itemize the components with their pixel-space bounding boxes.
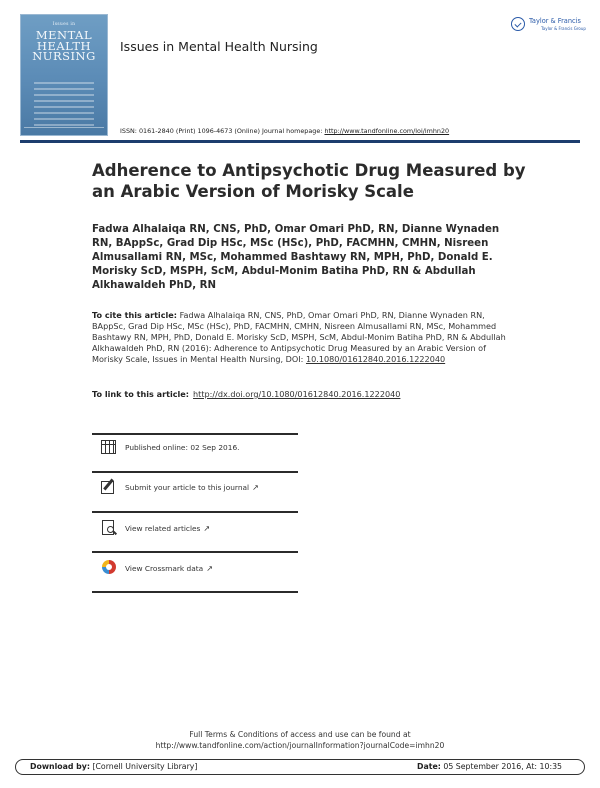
article-authors: Fadwa Alhalaiqa RN, CNS, PhD, Omar Omari PhD, RN, Dianne Wynaden RN, BAppSc, Grad Dip HSc, MSc (HSc), PhD, FACMHN, CMHN, Nisreen Almusallami RN, MSc, Mohammed Bashtawy RN, MPH, PhD, Donald E. Morisky ScD, MSPH, ScM, Abdul-Monim Batiha PhD, RN & Abdullah Alkhawaldeh PhD, RN xyxy=(92,224,500,291)
terms-footer xyxy=(0,729,600,751)
crossmark-icon xyxy=(100,559,118,577)
cover-decoration xyxy=(34,82,94,130)
issn-text: ISSN: 0161-2840 (Print) 1096-4673 (Online) Journal homepage: xyxy=(120,127,323,135)
cover-title-line: MENTAL xyxy=(35,28,93,42)
download-date-value: 05 September 2016, At: 10:35 xyxy=(443,762,562,771)
publisher-logo-icon xyxy=(511,17,525,31)
journal-homepage-link[interactable]: http://www.tandfonline.com/loi/imhn20 xyxy=(324,127,450,135)
terms-url[interactable]: http://www.tandfonline.com/action/journalInformation?journalCode=imhn20 xyxy=(155,741,445,750)
divider xyxy=(92,433,298,435)
article-doi-url[interactable]: http://dx.doi.org/10.1080/01612840.2016.1222040 xyxy=(193,389,401,399)
article-link-label: To link to this article: xyxy=(92,389,190,399)
header-divider xyxy=(20,140,580,143)
cover-title-line: NURSING xyxy=(32,49,96,63)
publisher-group: Taylor & Francis Group xyxy=(541,26,586,31)
citation-label: To cite this article: xyxy=(92,310,178,320)
divider xyxy=(92,591,298,593)
article-link-line xyxy=(92,389,400,399)
cover-footer xyxy=(24,127,104,133)
divider xyxy=(92,551,298,553)
publisher-logo[interactable] xyxy=(511,15,585,35)
download-date xyxy=(417,762,562,771)
terms-text: Full Terms & Conditions of access and use can be found at xyxy=(189,730,411,739)
cover-title-line: HEALTH xyxy=(36,38,92,53)
downloaded-by-value: [Cornell University Library] xyxy=(92,762,198,771)
related-articles-text: View related articles xyxy=(125,523,201,533)
downloaded-by xyxy=(30,762,197,771)
related-articles-link[interactable] xyxy=(100,519,210,537)
citation-block xyxy=(92,310,510,365)
journal-name: Issues in Mental Health Nursing xyxy=(120,39,318,54)
submit-article-link[interactable] xyxy=(100,478,259,496)
citation-text: Fadwa Alhalaiqa RN, CNS, PhD, Omar Omari PhD, RN, Dianne Wynaden RN, BAppSc, Grad Dip HSc, MSc (HSc), PhD, FACMHN, CMHN, Nisreen Almusallami RN, MSc, Mohammed Bashtawy RN, MPH, PhD, Donald E. Morisky ScD, MSPH, ScM, Abdul-Monim Batiha PhD, RN & Abdullah Alkhawaldeh PhD, RN (2016): Adherence to Antipsychotic Drug Measured by an Arabic Version of Morisky Scale, Issues in Mental Health Nursing, DOI: xyxy=(92,310,506,364)
published-online-text: Published online: 02 Sep 2016. xyxy=(125,442,240,452)
journal-cover-image xyxy=(20,14,108,136)
article-title: Adherence to Antipsychotic Drug Measured by an Arabic Version of Morisky Scale xyxy=(92,161,526,201)
downloaded-by-label: Download by: xyxy=(30,762,90,771)
divider xyxy=(92,511,298,513)
document-search-icon xyxy=(100,519,118,537)
crossmark-link[interactable] xyxy=(100,559,213,577)
crossmark-text: View Crossmark data xyxy=(125,563,204,573)
external-link-icon: ↗ xyxy=(206,563,213,573)
cover-small-text: Issues in xyxy=(52,22,76,27)
download-date-label: Date: xyxy=(417,762,441,771)
divider xyxy=(92,471,298,473)
issn-line xyxy=(120,127,449,135)
citation-doi-link[interactable]: 10.1080/01612840.2016.1222040 xyxy=(305,354,446,364)
external-link-icon: ↗ xyxy=(252,482,259,492)
published-online-row xyxy=(100,438,240,456)
submit-article-text: Submit your article to this journal xyxy=(125,482,250,492)
download-info-bar xyxy=(15,759,585,775)
edit-icon xyxy=(100,478,118,496)
calendar-icon xyxy=(100,438,118,456)
publisher-name: Taylor & Francis xyxy=(529,17,581,25)
external-link-icon: ↗ xyxy=(203,523,211,533)
cover-title xyxy=(20,30,108,62)
